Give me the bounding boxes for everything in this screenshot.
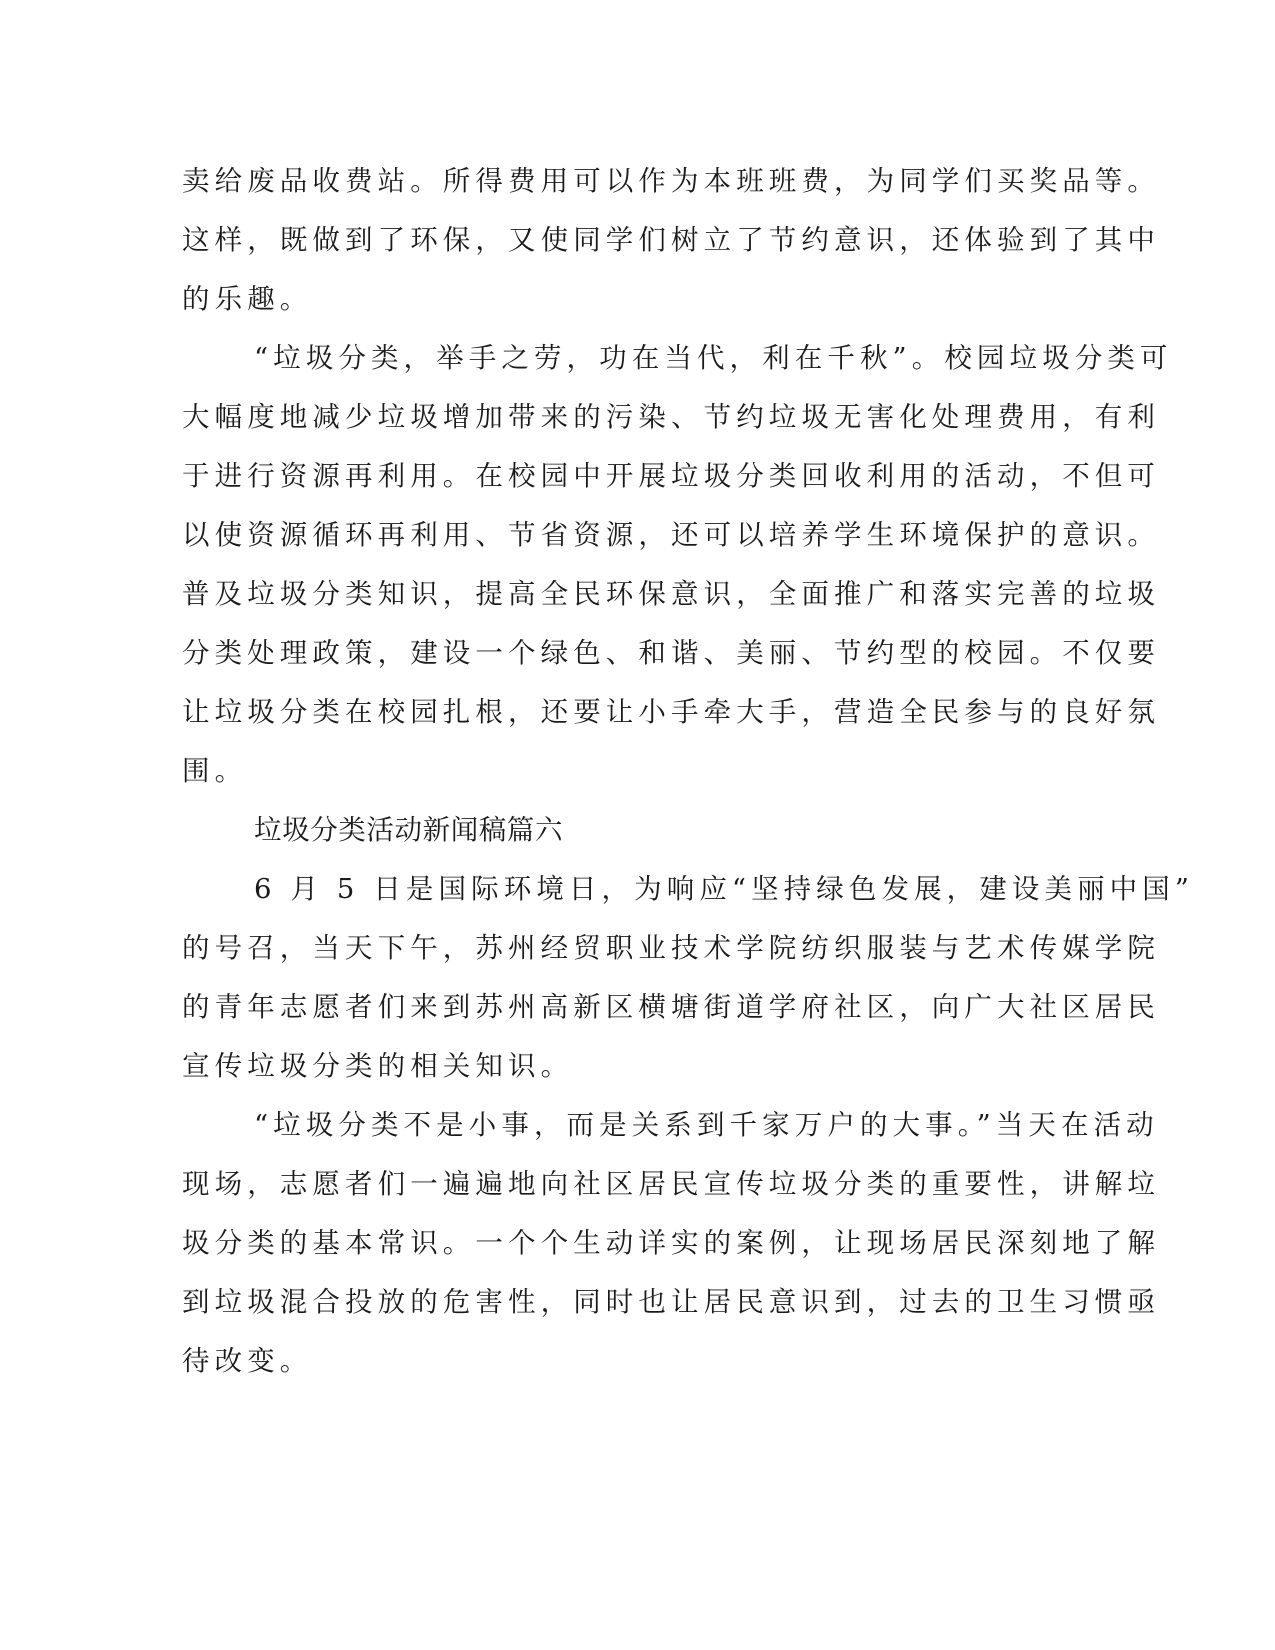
text-line: 于进行资源再利用。在校园中开展垃圾分类回收利用的活动，不但可	[182, 460, 1160, 492]
text-line: 到垃圾混合投放的危害性，同时也让居民意识到，过去的卫生习惯亟	[182, 1286, 1160, 1318]
document-body	[182, 152, 1195, 1391]
text-line: 大幅度地减少垃圾增加带来的污染、节约垃圾无害化处理费用，有利	[182, 401, 1160, 433]
paragraph	[182, 329, 1173, 801]
text-line: 的号召，当天下午，苏州经贸职业技术学院纺织服装与艺术传媒学院	[182, 932, 1160, 964]
text-line: 让垃圾分类在校园扎根，还要让小手牵大手，营造全民参与的良好氛	[182, 696, 1160, 728]
text-line: 围。	[182, 755, 248, 787]
paragraph	[182, 1096, 1160, 1391]
text-line: 普及垃圾分类知识，提高全民环保意识，全面推广和落实完善的垃圾	[182, 578, 1160, 610]
text-line: 的青年志愿者们来到苏州高新区横塘街道学府社区，向广大社区居民	[182, 991, 1160, 1023]
text-line: 6 月 5 日是国际环境日，为响应“坚持绿色发展，建设美丽中国”	[254, 873, 1195, 905]
text-line: 现场，志愿者们一遍遍地向社区居民宣传垃圾分类的重要性，讲解垃	[182, 1168, 1160, 1200]
text-line: “垃圾分类不是小事，而是关系到千家万户的大事。”当天在活动	[254, 1109, 1159, 1141]
text-line: 以使资源循环再利用、节省资源，还可以培养学生环境保护的意识。	[182, 519, 1160, 551]
text-line: 的乐趣。	[182, 283, 313, 315]
text-line: 这样，既做到了环保，又使同学们树立了节约意识，还体验到了其中	[182, 224, 1160, 256]
text-line: 卖给废品收费站。所得费用可以作为本班班费，为同学们买奖品等。	[182, 165, 1160, 197]
section-heading	[182, 801, 1042, 860]
text-line: 宣传垃圾分类的相关知识。	[182, 1050, 574, 1082]
text-line: 待改变。	[182, 1345, 313, 1377]
text-line: “垃圾分类，举手之劳，功在当代，利在千秋”。校园垃圾分类可	[254, 342, 1173, 374]
paragraph	[182, 860, 1195, 1096]
text-line: 分类处理政策，建设一个绿色、和谐、美丽、节约型的校园。不仅要	[182, 637, 1160, 669]
paragraph	[182, 152, 1160, 329]
heading-text: 垃圾分类活动新闻稿篇六	[254, 814, 564, 846]
text-line: 圾分类的基本常识。一个个生动详实的案例，让现场居民深刻地了解	[182, 1227, 1160, 1259]
